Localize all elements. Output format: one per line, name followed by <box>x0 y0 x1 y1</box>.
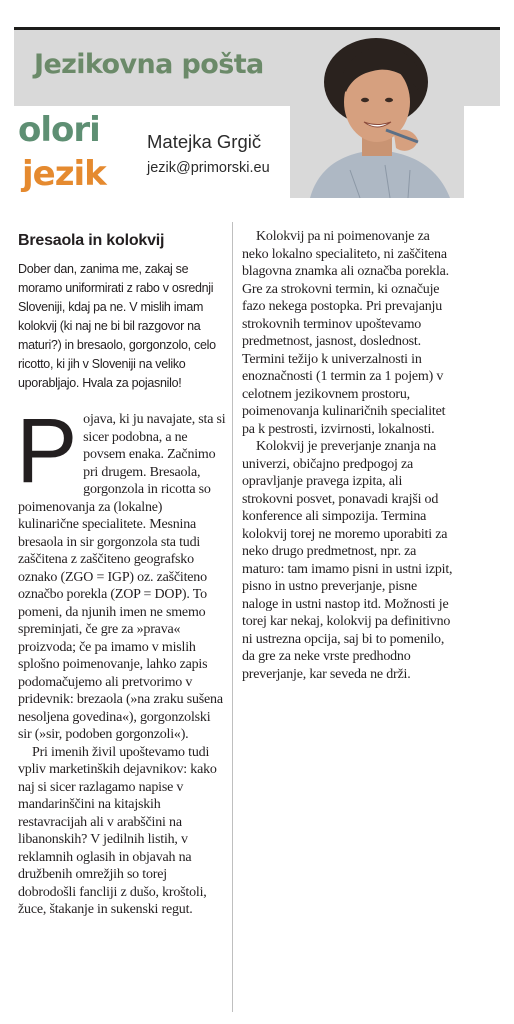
answer-paragraph-2: Pri imenih živil upoštevamo tudi vpliv marketinških dejavnikov: kako naj si sicer razlagamo napise v mandarinščini na kitajskih restavracijah ali v arabščini na libanonskih? V jedilnih listih, v reklamnih oglasih in objavah na družbenih omrežjih so torej dobrodošli fancliji z dušo, kroštoli, žuce, štakanje in sukenski regut. <box>18 744 217 917</box>
answer-paragraph-1: ojava, ki ju navajate, sta si sicer podobna, a ne povsem enaka. Začnimo pri drugem. Bresaola, gorgonzola in ricotta so poimenovanja za (lokalne) kulinarične specialitete. Mesnina bresaola in sir gorgonzola sta tudi zaščitena z zaščiteno geografsko oznako (ZGO = IGP) oz. zaščiteno označbo porekla (ZOP = DOP). To pomeni, da njunih imen ne smemo spreminjati, če gre za »prava« proizvoda; če pa imamo v mislih splošno poimenovanje, lahko zapis podomačujemo ali pretvorimo v pridevnik: brezaola (»na zraku sušena nesoljena govedina«), gorgonzolski sir (»sir, podoben gorgonzoli«). <box>18 412 226 742</box>
reader-question: Dober dan, zanima me, zakaj se moramo uniformirati z rabo v osrednji Sloveniji, kdaj pa ne. V mislih imam kolokvij (ki naj ne bi bil razgovor na maturi?) in bresaolo, gorgonzolo, celo ricotto, ki jih v Sloveniji na veliko uporabljajo. Hvala za pojasnilo! <box>18 262 216 390</box>
column-logo <box>18 110 128 205</box>
author-email: jezik@primorski.eu <box>147 160 270 176</box>
author-name: Matejka Grgič <box>147 131 262 152</box>
logo-word-top: olori <box>18 110 100 150</box>
author-photo <box>290 30 464 198</box>
answer-part-1 <box>16 400 226 919</box>
column-title: Jezikovna pošta <box>34 49 264 80</box>
answer-part-2 <box>242 228 454 683</box>
answer-paragraph-3: Kolokvij pa ni poimenovanje za neko lokalno specialiteto, ni zaščitena blagovna znamka ali označba porekla. Gre za strokovni termin, ki označuje fazo nekega postopka. Pri prevajanju strokovnih terminov upoštevamo predmetnost, jasnost, doslednost. Termini težijo k univerzalnosti in enoznačnosti (1 termin za 1 pojem) v celotnem jezikovnem prostoru, poimenovanja kulinaričnih specialitet pa k pestrosti, izvirnosti, lokalnosti. <box>242 229 449 437</box>
logo-word-bottom: jezik <box>22 154 106 194</box>
answer-paragraph-4: Kolokvij je preverjanje znanja na univerzi, običajno predpogoj za opravljanje pravega izpita, ali strokovni posvet, ponavadi krajši od konference ali simpozija. Termina kolokvij torej ne moremo uporabiti za neko drugo predmetnost, npr. za maturo: tam imamo pisni in ustni izpit, pisno in ustno preverjanje, pisne naloge in ustni nastop itd. Možnosti je torej kar nekaj, kolokvij pa definitivno ni ustrezna opcija, saj bi to pomenilo, da gre za neke vrste predhodno preverjanje, kar seveda ne drži. <box>242 439 453 682</box>
drop-cap: P <box>16 400 78 502</box>
right-column <box>242 228 454 683</box>
question-title: Bresaola in kolokvij <box>18 232 165 249</box>
column-divider <box>232 222 233 1012</box>
left-column <box>18 232 226 919</box>
